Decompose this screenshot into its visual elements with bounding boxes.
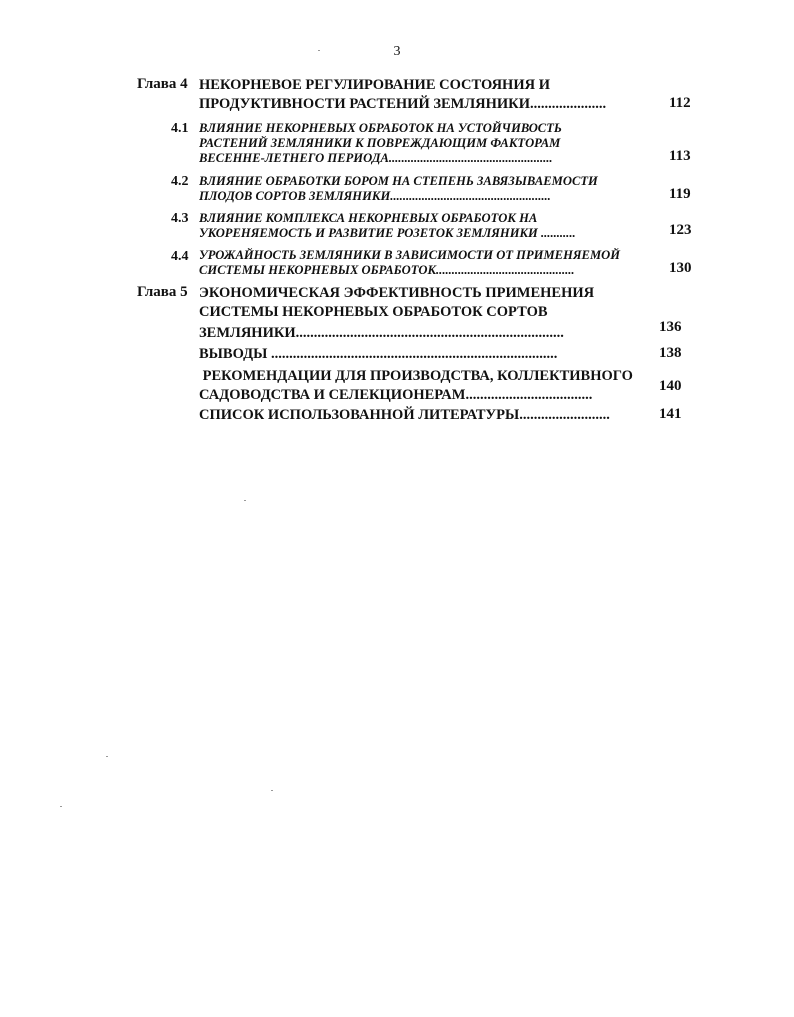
toc-entry-title-line: СПИСОК ИСПОЛЬЗОВАННОЙ ЛИТЕРАТУРЫ......................... (199, 407, 610, 423)
scan-speck (318, 50, 320, 51)
toc-entry-label: 4.2 (171, 174, 189, 189)
toc-entry-title-line: ВЛИЯНИЕ НЕКОРНЕВЫХ ОБРАБОТОК НА УСТОЙЧИВОСТЬ (199, 121, 562, 135)
toc-entry-title (199, 76, 661, 114)
toc-entry-conclusions[interactable] (0, 345, 794, 367)
scan-speck (244, 500, 246, 501)
toc-entry-title-line: РАСТЕНИЙ ЗЕМЛЯНИКИ К ПОВРЕЖДАЮЩИМ ФАКТОРАМ (199, 136, 561, 150)
toc-entry-section-4-2[interactable] (0, 174, 794, 206)
toc-entry-title (199, 121, 661, 166)
toc-entry-page: 113 (669, 148, 691, 164)
toc-entry-title (199, 174, 661, 204)
toc-entry-label: Глава 4 (137, 76, 188, 92)
toc-entry-page: 136 (659, 319, 682, 335)
toc-entry-page: 112 (669, 95, 691, 111)
toc-entry-label: Глава 5 (137, 284, 188, 300)
toc-entry-page: 140 (659, 378, 682, 394)
toc-entry-chapter-4[interactable] (0, 76, 794, 116)
toc-entry-title-line: ВЕСЕННЕ-ЛЕТНЕГО ПЕРИОДА.................................................... (199, 151, 553, 165)
toc-entry-section-4-3[interactable] (0, 211, 794, 243)
toc-entry-page: 123 (669, 222, 692, 238)
toc-entry-chapter-5[interactable] (0, 284, 794, 342)
toc-entry-title-line: ВЛИЯНИЕ ОБРАБОТКИ БОРОМ НА СТЕПЕНЬ ЗАВЯЗЫВАЕМОСТИ (199, 174, 598, 188)
toc-entry-page: 130 (669, 260, 692, 276)
toc-entry-title (199, 345, 661, 364)
toc-entry-title-line: ВЛИЯНИЕ КОМПЛЕКСА НЕКОРНЕВЫХ ОБРАБОТОК НА (199, 211, 538, 225)
toc-entry-title-line: СИСТЕМЫ НЕКОРНЕВЫХ ОБРАБОТОК............................................ (199, 263, 575, 277)
toc-entry-title-line: НЕКОРНЕВОЕ РЕГУЛИРОВАНИЕ СОСТОЯНИЯ И (199, 77, 550, 93)
toc-entry-title-line: УРОЖАЙНОСТЬ ЗЕМЛЯНИКИ В ЗАВИСИМОСТИ ОТ ПРИМЕНЯЕМОЙ (199, 248, 621, 262)
scan-speck (60, 806, 62, 807)
page-number: 3 (393, 44, 401, 59)
toc-entry-title-line: ПЛОДОВ СОРТОВ ЗЕМЛЯНИКИ................................................... (199, 189, 551, 203)
toc-entry-page: 138 (659, 345, 682, 361)
toc-entry-title-line: ЗЕМЛЯНИКИ.......................................................................... (199, 325, 564, 341)
toc-entry-title (199, 406, 661, 425)
toc-entry-bibliography[interactable] (0, 406, 794, 428)
toc-entry-title-line: ЭКОНОМИЧЕСКАЯ ЭФФЕКТИВНОСТЬ ПРИМЕНЕНИЯ (199, 285, 595, 301)
toc-entry-title-line: ПРОДУКТИВНОСТИ РАСТЕНИЙ ЗЕМЛЯНИКИ..................... (199, 96, 607, 112)
toc-entry-label: 4.1 (171, 121, 189, 136)
toc-entry-title-line: САДОВОДСТВА И СЕЛЕКЦИОНЕРАМ................................... (199, 387, 593, 403)
toc-entry-label: 4.4 (171, 249, 189, 264)
toc-entry-title (199, 211, 661, 241)
toc-entry-section-4-4[interactable] (0, 248, 794, 280)
toc-entry-title-line: СИСТЕМЫ НЕКОРНЕВЫХ ОБРАБОТОК СОРТОВ (199, 304, 548, 320)
toc-entry-title (199, 248, 661, 278)
scan-speck (271, 790, 273, 791)
scan-speck (106, 756, 108, 757)
toc-entry-title-line: УКОРЕНЯЕМОСТЬ И РАЗВИТИЕ РОЗЕТОК ЗЕМЛЯНИКИ ........... (199, 226, 576, 240)
toc-entry-recommendations[interactable] (0, 367, 794, 407)
toc-entry-page: 141 (659, 406, 682, 422)
toc-entry-section-4-1[interactable] (0, 121, 794, 167)
toc-entry-title (199, 367, 661, 405)
toc-entry-label: 4.3 (171, 211, 189, 226)
toc-entry-title (199, 284, 661, 343)
toc-entry-title-line: ВЫВОДЫ ............................................................................... (199, 346, 558, 362)
toc-entry-title-line: РЕКОМЕНДАЦИИ ДЛЯ ПРОИЗВОДСТВА, КОЛЛЕКТИВНОГО (199, 368, 633, 384)
toc-entry-page: 119 (669, 186, 691, 202)
